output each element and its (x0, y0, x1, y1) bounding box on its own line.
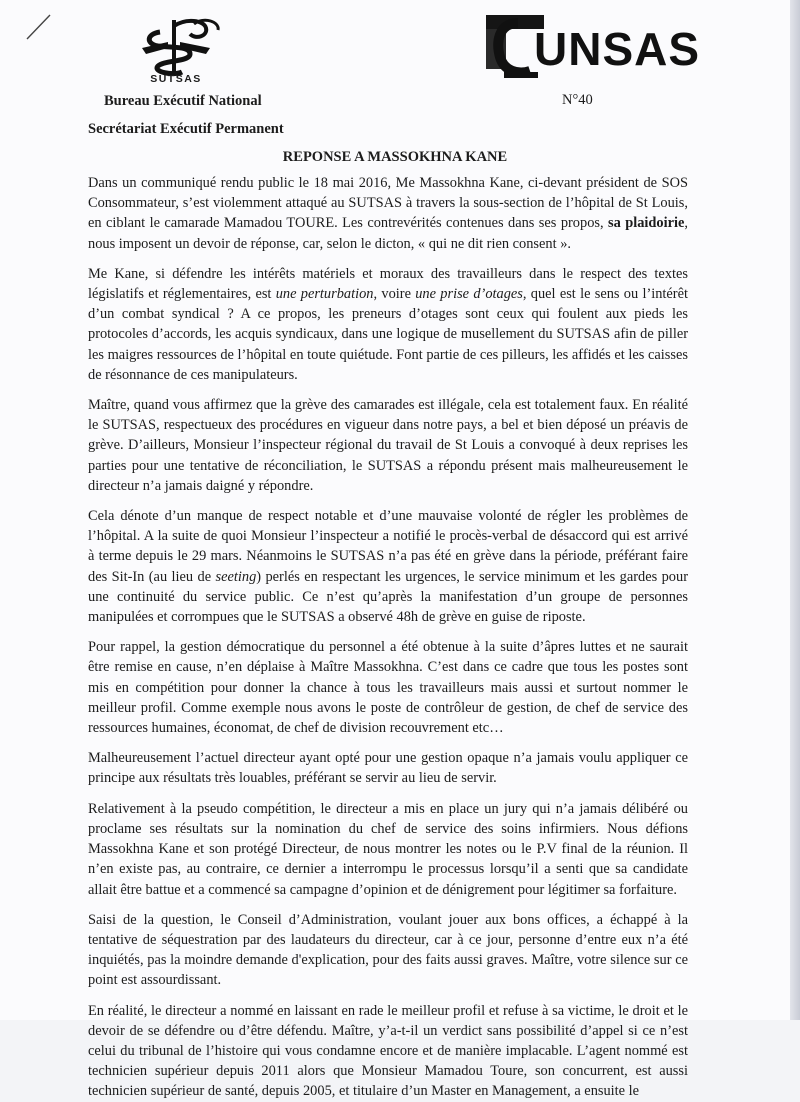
paragraph-7: Relativement à la pseudo compétition, le directeur a mis en place un jury qui n’a jamais délibéré ou proclame ses résultats sur la nomination du chef de service des soins infirmiers. Nous défions Massokhna Kane et son protégé Directeur, de nous montrer les notes ou le P.V final de la réunion. Il n’en existe pas, au contraire, ce dernier a interrompu le processus lorsqu’il a senti que sa candidate allait être battue et a commencé sa campagne d’opinion et de dénigrement pour légitimer sa forfaiture. (88, 800, 688, 898)
caduceus-logo-icon (134, 18, 224, 98)
paragraph-3: Maître, quand vous affirmez que la grève des camarades est illégale, cela est totalement faux. En réalité le SUTSAS, respectueux des procédures en vigueur dans notre pays, a bel et bien déposé un préavis de grève. D’ailleurs, Monsieur l’inspecteur régional du travail de St Louis a convoqué à deux reprises les parties pour une tentative de réconciliation, le SUTSAS a répondu présent mais malheureusement le directeur n’a jamais daigné y répondre. (88, 397, 688, 494)
sutsas-logo-text: SUTSAS (150, 73, 202, 85)
pen-mark-icon (24, 12, 54, 42)
document-body (88, 173, 688, 1102)
page-edge (790, 0, 800, 1020)
paragraph-6: Malheureusement l’actuel directeur ayant opté pour une gestion opaque n’a jamais voulu appliquer ce principe aux résultats très louables, préférant se servir au lieu de servir. (88, 750, 688, 787)
paragraph-9: En réalité, le directeur a nommé en laissant en rade le meilleur profil et refuse à sa victime, le droit et le devoir de se défendre ou d’être défendu. Maître, y’a-t-il un verdict sans possibilité d’appel si ce n’est celui du tribunal de l’histoire qui vous condamne encore et de manière implacable. L’agent nommé est technicien supérieur depuis 2011 alors que Monsieur Mamadou Toure, son concurrent, est aussi technicien supérieur de santé, depuis 2005, et titulaire d’un Master en Management, a ensuite le (88, 1002, 688, 1100)
paragraph-4: Cela dénote d’un manque de respect notable et d’une mauvaise volonté de régler les problèmes de l’hôpital. A la suite de quoi Monsieur l’inspecteur a notifié le procès-verbal de désaccord qui est arrivé à terme depuis le 29 mars. Néanmoins le SUTSAS n’a pas été en grève dans la période, préférant faire des Sit-In (au lieu de seeting) perlés en respectant les urgences, le service minimum et les gardes pour une continuité du service public. Ce n’est qu’après la manifestation d’un groupe de personnes manipulées et corrompues que le SUTSAS a observé 48h de grève en guise de riposte. (88, 508, 688, 626)
paragraph-8: Saisi de la question, le Conseil d’Administration, voulant jouer aux bons offices, a échappé à la tentative de séquestration par des laudateurs du directeur, car à ce jour, personne d’entre eux n’a été inquiétés, pas la moindre demande d'explication, pour des faits aussi graves. Maître, votre silence sur ce point est assourdissant. (88, 911, 688, 989)
unsas-logo-icon (478, 13, 701, 85)
document-number: N°40 (562, 92, 593, 108)
unsas-logo-text: UNSAS (534, 23, 701, 75)
secretariat-heading: Secrétariat Exécutif Permanent (88, 121, 284, 137)
paragraph-1: Dans un communiqué rendu public le 18 mai 2016, Me Massokhna Kane, ci-devant président de SOS Consommateur, s’est violemment attaqué au SUTSAS à travers la sous-section de l’hôpital de St Louis, en ciblant le camarade Mamadou TOURE. Les contrevérités contenues dans ses propos, sa plaidoirie, nous imposent un devoir de réponse, car, selon le dicton, « qui ne dit rien consent ». (88, 175, 689, 252)
paragraph-2: Me Kane, si défendre les intérêts matériels et moraux des travailleurs dans le respect des textes législatifs et réglementaires, est une perturbation, voire une prise d’otages, quel est le sens ou l’intérêt d’un combat syndical ? A ce propos, les preneurs d’otages sont ceux qui foulent aux pieds les protocoles d’accords, les acquis syndicaux, dans une logique de musellement du SUTSAS afin de piller les maigres ressources de l’hôpital en toute quiétude. Font partie de ces pilleurs, les affidés et les caisses de résonnance de ces manipulateurs. (88, 265, 688, 383)
paragraph-5: Pour rappel, la gestion démocratique du personnel a été obtenue à la suite d’âpres luttes et ne saurait être remise en cause, n’en déplaise à Maître Massokhna. C’est dans ce cadre que tous les postes sont mis en compétition pour donner la chance à tous les travailleurs mais aussi et surtout nommer le meilleur profil. Comme exemple nous avons le poste de contrôleur de gestion, de chef de service des ressources humaines, économat, de chef de division recouvrement etc… (88, 639, 688, 737)
bureau-heading: Bureau Exécutif National (104, 93, 262, 109)
document-title: REPONSE A MASSOKHNA KANE (282, 149, 508, 165)
